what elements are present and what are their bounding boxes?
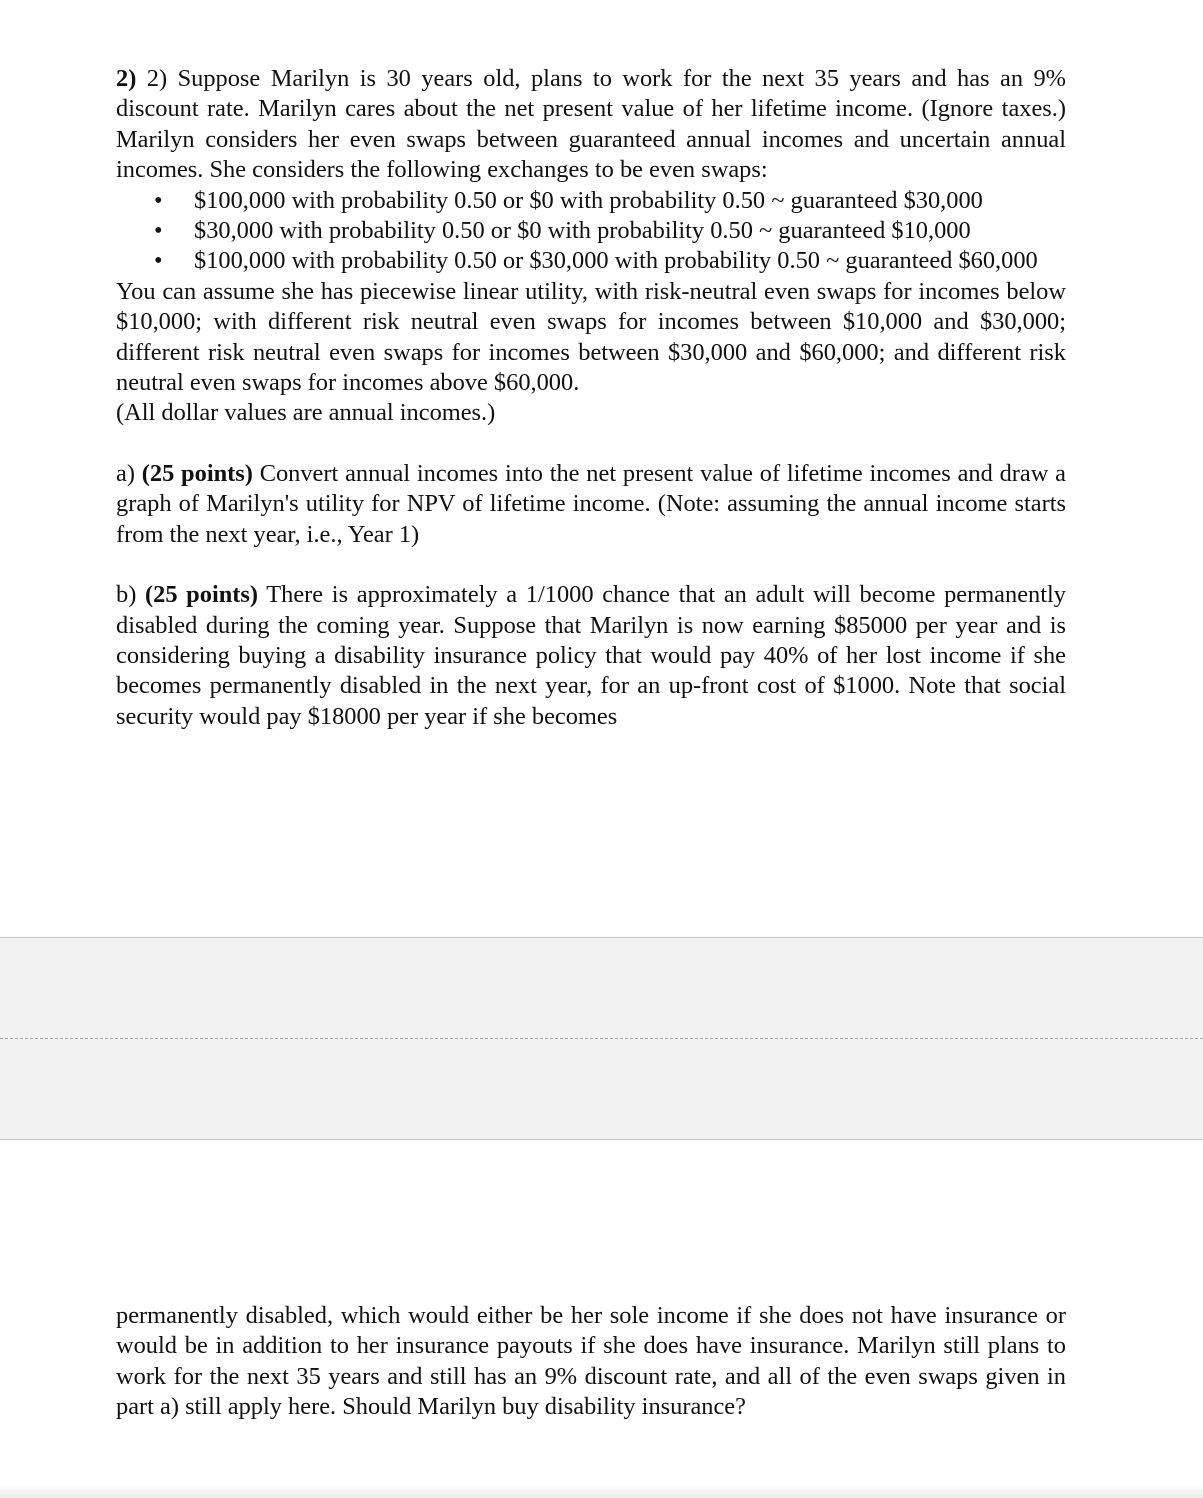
question-continuation: [116, 1301, 1066, 1423]
list-item: • $100,000 with probability 0.50 or $30,000 with probability 0.50 ~ guaranteed $60,000: [116, 246, 1066, 276]
even-swaps-list: [116, 186, 1066, 277]
part-a: a) (25 points) Convert annual incomes into the net present value of lifetime incomes and draw a graph of Marilyn's utility for NPV of lifetime income. (Note: assuming the annual income starts from the next year, i.e., Year 1): [116, 459, 1066, 548]
question-intro: 2) 2) Suppose Marilyn is 30 years old, plans to work for the next 35 years and has an 9% discount rate. Marilyn cares about the net present value of her lifetime income. (Ignore taxes.) Marilyn considers her even swaps between guaranteed annual incomes and uncertain annual incomes. She considers the following exchanges to be even swaps:: [116, 65, 1066, 184]
part-b: b) (25 points) There is approximately a 1/1000 chance that an adult will become permanently disabled during the coming year. Suppose that Marilyn is now earning $85000 per year and is considering buying a disability insurance policy that would pay 40% of her lost income if she becomes permanently disabled in the next year, for an up-front cost of $1000. Note that social security would pay $18000 per year if she becomes: [116, 581, 1066, 730]
bullet-icon: •: [154, 217, 163, 245]
part-b-continuation: permanently disabled, which would either be her sole income if she does not have insurance or would be in addition to her insurance payouts if she does have insurance. Marilyn still plans to work for the next 35 years and still has an 9% discount rate, and all of the even swaps given in part a) still apply here. Should Marilyn buy disability insurance?: [116, 1302, 1066, 1421]
dollar-note: (All dollar values are annual incomes.): [116, 399, 496, 427]
question-block: [116, 64, 1066, 732]
part-b-points: (25 points): [145, 581, 259, 609]
list-item: • $30,000 with probability 0.50 or $0 with probability 0.50 ~ guaranteed $10,000: [116, 216, 1066, 246]
part-a-points: (25 points): [141, 459, 253, 487]
bullet-icon: •: [154, 186, 163, 214]
list-item: • $100,000 with probability 0.50 or $0 with probability 0.50 ~ guaranteed $30,000: [116, 186, 1066, 216]
bullet-icon: •: [154, 247, 163, 275]
page-break-dashed-line: [0, 1038, 1203, 1039]
page-break-band: [0, 937, 1203, 1140]
bottom-shadow: [0, 1484, 1203, 1498]
utility-assumption: You can assume she has piecewise linear utility, with risk-neutral even swaps for incomes below $10,000; with different risk neutral even swaps for incomes between $10,000 and $30,000; different risk neutral even swaps for incomes between $30,000 and $60,000; and different risk neutral even swaps for incomes above $60,000.: [116, 277, 1066, 397]
